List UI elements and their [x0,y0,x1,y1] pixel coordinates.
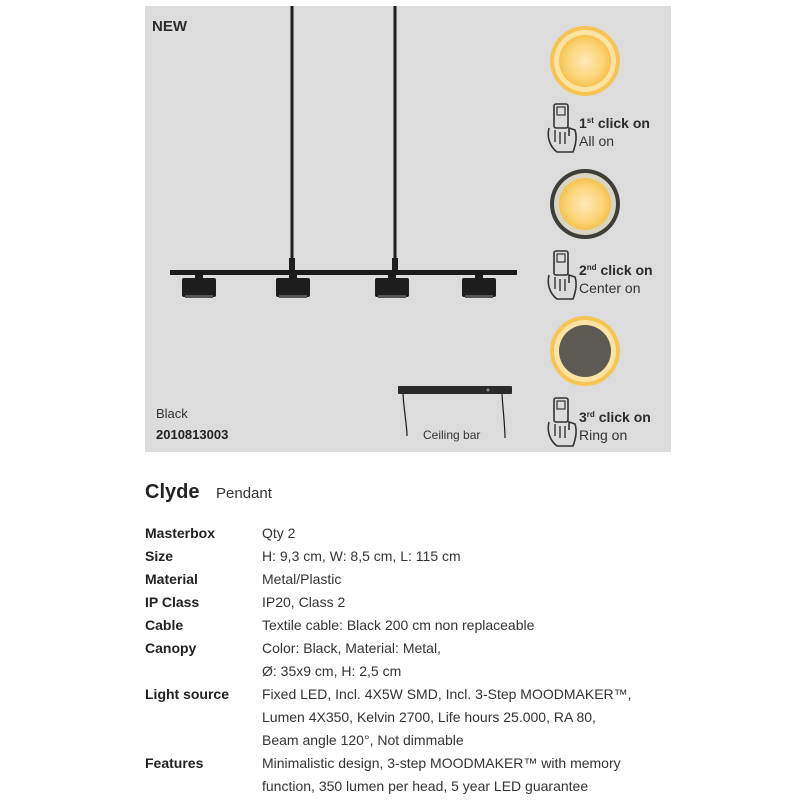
spec-value [262,752,621,798]
spec-value-line: Color: Black, Material: Metal, [262,640,441,656]
ring-on-light-icon [550,316,620,386]
spec-value-line: Fixed LED, Incl. 4X5W SMD, Incl. 3-Step MOODMAKER™, [262,686,632,702]
spec-label: Features [145,755,204,771]
ceiling-bar-label: Ceiling bar [423,428,481,442]
spec-row [145,522,705,545]
step-1-result: All on [579,133,615,149]
hand-remote-icon [545,249,579,301]
spec-row [145,591,705,614]
spec-label: Masterbox [145,525,216,541]
spec-value [262,545,461,568]
spec-table [145,522,705,798]
step-1-action: 1st click on [579,115,650,131]
spec-row [145,568,705,591]
spec-value-line: H: 9,3 cm, W: 8,5 cm, L: 115 cm [262,548,461,564]
spec-value [262,568,341,591]
spec-value [262,522,295,545]
spec-value-line: Beam angle 120°, Not dimmable [262,732,464,748]
spec-value-line: function, 350 lumen per head, 5 year LED guarantee [262,778,589,794]
lamp-head-3 [375,275,409,298]
step-2-action: 2nd click on [579,262,653,278]
product-image-panel [145,6,671,452]
spec-value-line: Ø: 35x9 cm, H: 2,5 cm [262,663,402,679]
spec-label: Material [145,571,198,587]
spec-value-line: Metal/Plastic [262,571,342,587]
spec-value-line: Lumen 4X350, Kelvin 2700, Life hours 25.000, RA 80, [262,709,596,725]
product-name: Clyde [145,481,200,503]
spec-row [145,614,705,637]
spec-value [262,591,345,614]
lamp-head-1 [182,275,216,298]
spec-row [145,545,705,568]
spec-label: Canopy [145,640,197,656]
spec-row [145,637,705,683]
hand-remote-icon [545,102,579,154]
spec-label: IP Class [145,594,200,610]
center-on-light-icon [550,169,620,239]
spec-label: Cable [145,617,184,633]
spec-row [145,752,705,798]
lamp-head-4 [462,275,496,298]
spec-value-line: Textile cable: Black 200 cm non replaceable [262,617,535,633]
all-on-light-icon [550,26,620,96]
new-badge: NEW [152,18,187,35]
lamp-head-2 [276,275,310,298]
spec-value [262,614,534,637]
spec-value [262,683,632,752]
step-2-result: Center on [579,280,641,296]
hand-remote-icon [545,396,579,448]
product-type: Pendant [216,485,272,502]
spec-value-line: Minimalistic design, 3-step MOODMAKER™ with memory [262,755,621,771]
step-3-result: Ring on [579,427,628,443]
step-3-action: 3rd click on [579,409,651,425]
spec-value [262,637,441,683]
variant-sku: 2010813003 [156,427,229,442]
spec-row [145,683,705,752]
spec-label: Size [145,548,174,564]
spec-value-line: IP20, Class 2 [262,594,346,610]
variant-color: Black [156,406,188,421]
spec-label: Light source [145,686,230,702]
spec-value-line: Qty 2 [262,525,296,541]
